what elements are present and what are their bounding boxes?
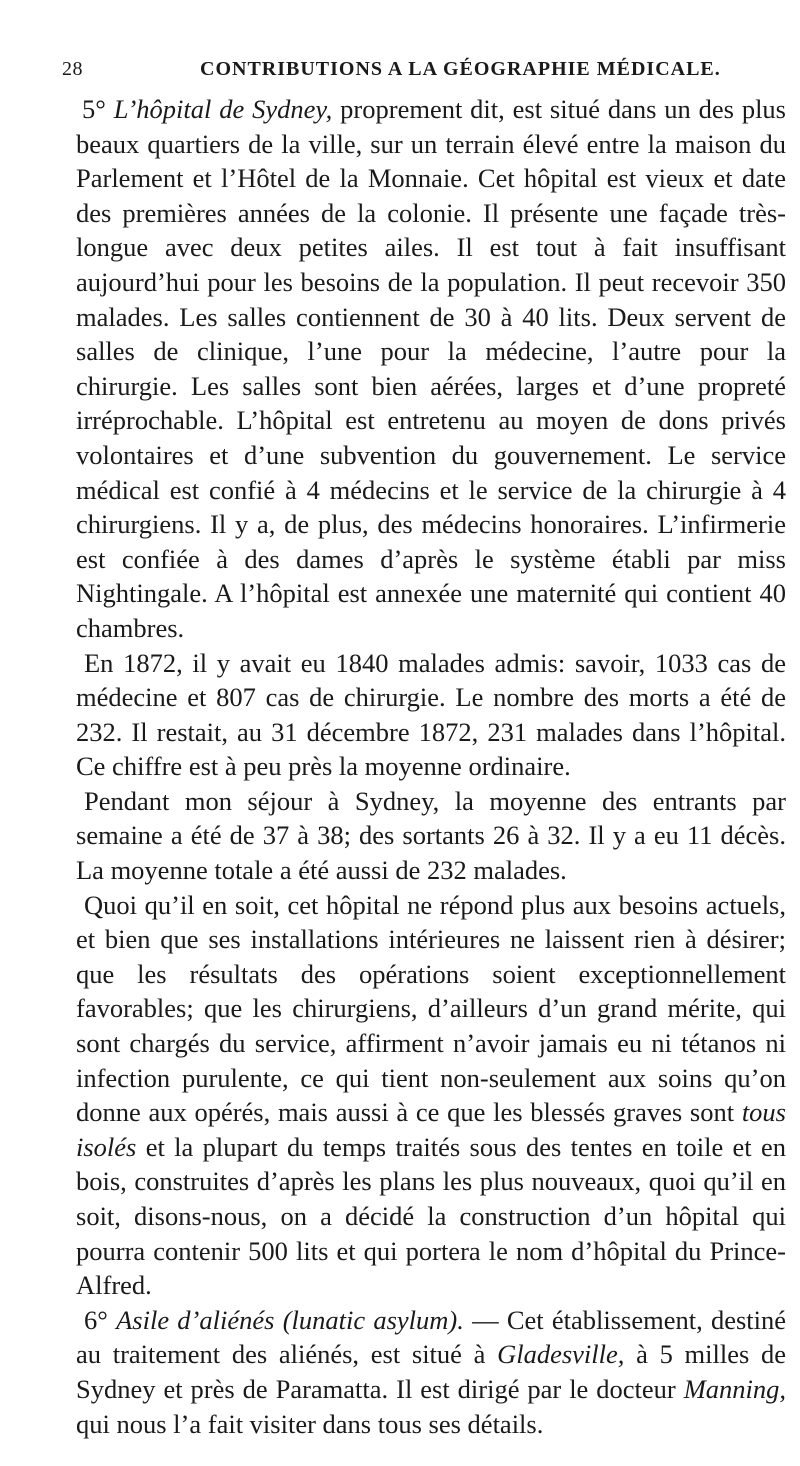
paragraph-statistics-1872 <box>76 646 786 784</box>
running-title: CONTRIBUTIONS A LA GÉOGRAPHIE MÉDICALE. <box>200 58 721 80</box>
section-number: 6° <box>84 1304 108 1335</box>
paragraph-text: En 1872, il y avait eu 1840 malades admis: savoir, 1033 cas de médecine et 807 cas de chirurgie. Le nombre des morts a été de 232. Il restait, au 31 décembre 1872, 231 malades dans l’hôpital. Ce chiffre est à peu près la moyenne ordinaire. <box>76 647 786 782</box>
paragraph-text: Quoi qu’il en soit, cet hôpital ne répond plus aux besoins actuels, et bien que ses installations intérieures ne laissent rien à désirer; que les résultats des opérations soient exceptionnellement favorables; que les chirurgiens, d’ailleurs d’un grand mérite, qui sont chargés du service, affirment n’avoir jamais eu ni tétanos ni infection purulente, ce qui tient non-seulement aux soins qu’on donne aux opérés, mais aussi à ce que les blessés graves sont <box>76 889 786 1128</box>
paragraph-weekly-average <box>76 784 786 888</box>
paragraph-text-end: qui nous l’a fait visiter dans tous ses détails. <box>76 1408 544 1439</box>
section-number: 5° <box>82 94 106 124</box>
paragraph-text: Pendant mon séjour à Sydney, la moyenne des entrants par semaine a été de 37 à 38; des sortants 26 à 32. Il y a eu 11 décès. La moyenne totale a été aussi de 232 malades. <box>76 785 786 886</box>
body-text <box>76 92 786 1441</box>
emphasis-text: tous isolés <box>76 1097 786 1162</box>
paragraph-text-continued: et la plupart du temps traités sous des tentes en toile et en bois, construites d’après les plans les plus nouveaux, quoi qu’il en soit, disons-nous, on a décidé la construction d’un hôpital qui pourra contenir 500 lits et qui portera le nom d’hôpital du Prince-Alfred. <box>76 1131 786 1301</box>
paragraph-text-continued: à 5 milles de Sydney et près de Paramatta. Il est dirigé par le docteur <box>76 1339 786 1404</box>
paragraph-text: — Cet établissement, destiné au traitement des aliénés, est situé à <box>76 1304 787 1370</box>
paragraph-hospital-sydney <box>76 92 786 646</box>
person-name: Manning, <box>683 1373 787 1404</box>
section-title: Asile d’aliénés <box>116 1304 275 1335</box>
running-head <box>62 58 762 88</box>
page-number: 28 <box>62 58 83 80</box>
paragraph-new-hospital <box>76 888 786 1303</box>
place-name: Gladesville, <box>497 1339 625 1370</box>
section-title: L’hôpital de Sydney, <box>113 94 333 124</box>
section-title-english: (lunatic asylum). <box>282 1304 464 1335</box>
paragraph-lunatic-asylum <box>76 1303 786 1441</box>
paragraph-text: proprement dit, est situé dans un des plus beaux quartiers de la ville, sur un terrain élevé entre la maison du Parlement et l’Hôtel de la Monnaie. Cet hôpital est vieux et date des premières années de la colonie. Il présente une façade très-longue avec deux petites ailes. Il est tout à fait insuffisant aujourd’hui pour les besoins de la population. Il peut recevoir 350 malades. Les salles contiennent de 30 à 40 lits. Deux servent de salles de clinique, l’une pour la médecine, l’autre pour la chirurgie. Les salles sont bien aérées, larges et d’une propreté irréprochable. L’hôpital est entretenu au moyen de dons privés volontaires et d’une subvention du gouvernement. Le service médical est confié à 4 médecins et le service de la chirurgie à 4 chirurgiens. Il y a, de plus, des médecins honoraires. L’infirmerie est confiée à des dames d’après le système établi par miss Nightingale. A l’hôpital est annexée une maternité qui contient 40 chambres. <box>76 94 786 643</box>
